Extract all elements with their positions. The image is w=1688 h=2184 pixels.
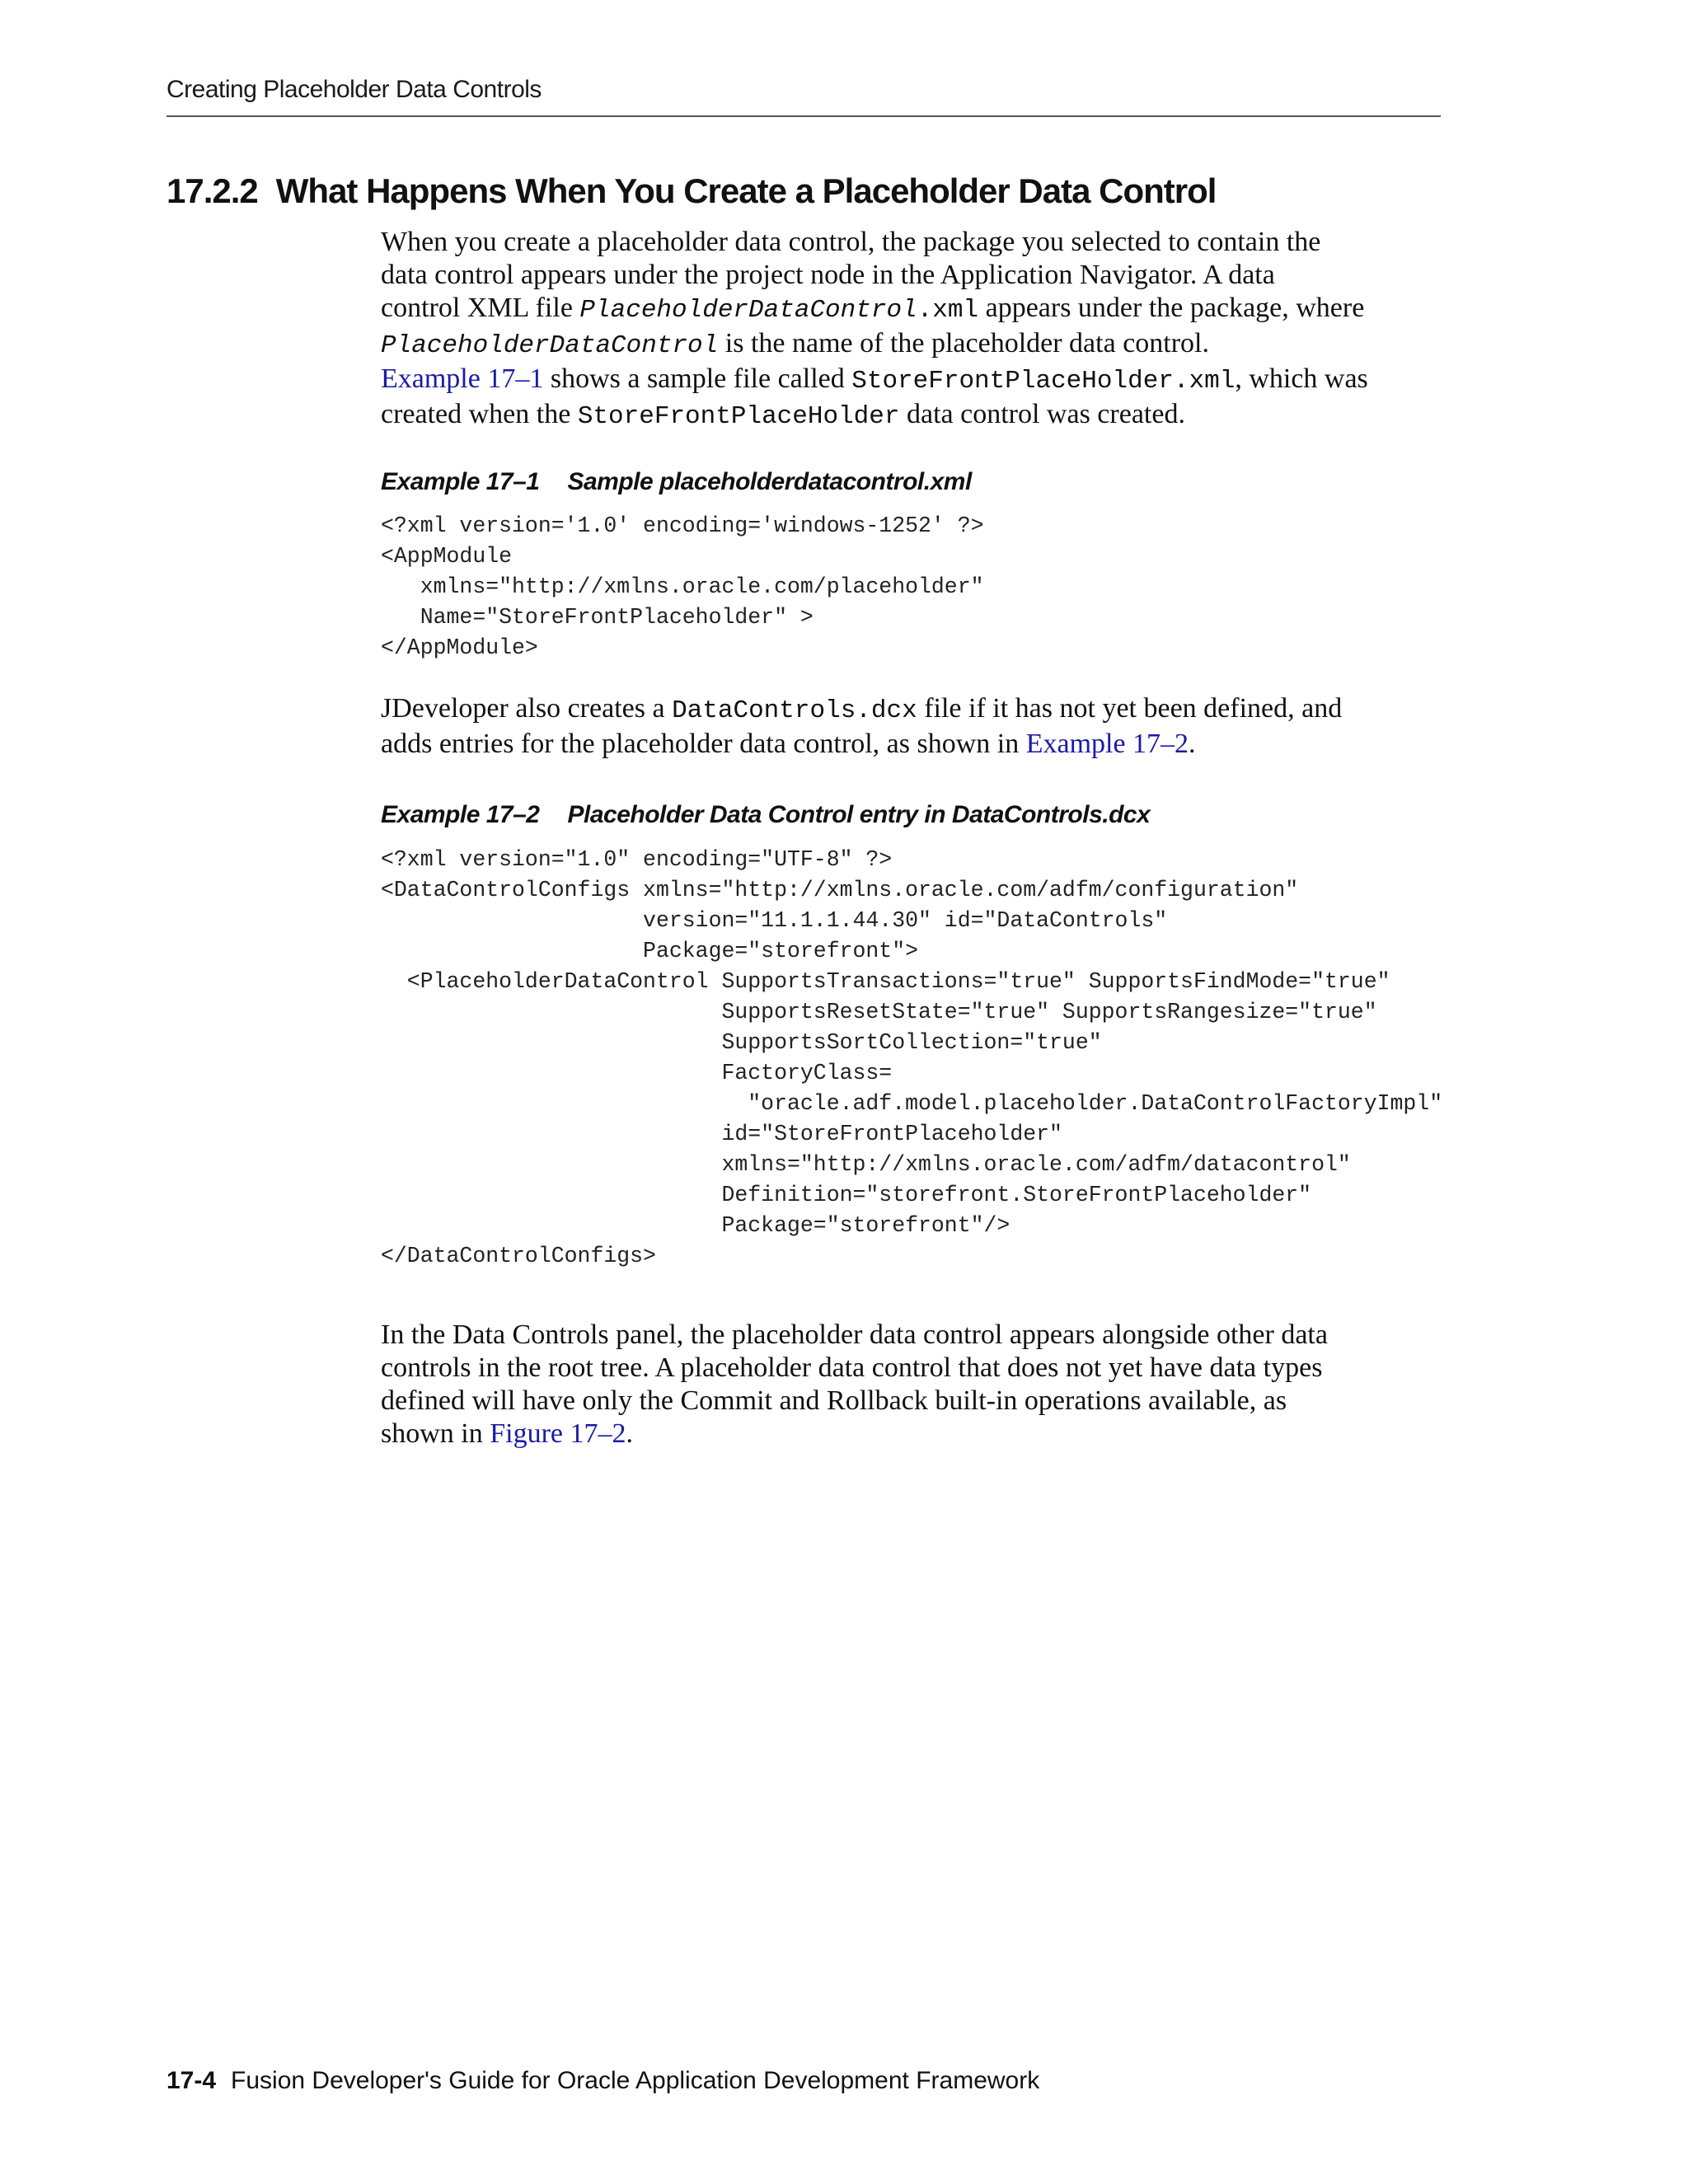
example-1-title: Sample placeholderdatacontrol.xml	[567, 468, 972, 495]
data-controls-paragraph	[381, 1319, 1328, 1451]
text-line	[381, 363, 1368, 398]
text-run: .	[1189, 729, 1196, 759]
book-title: Fusion Developer's Guide for Oracle Application Development Framework	[231, 2067, 1040, 2094]
dcx-paragraph	[381, 692, 1342, 761]
example-2-title: Placeholder Data Control entry in DataControls.dcx	[567, 801, 1151, 828]
figure-17-2-link[interactable]: Figure 17–2	[490, 1418, 626, 1449]
text-run: created when the	[381, 399, 578, 429]
section-title: What Happens When You Create a Placeholder Data Control	[275, 171, 1217, 210]
text-run: JDeveloper also creates a	[381, 693, 673, 724]
text-run: shown in	[381, 1418, 490, 1449]
example-2-code: <?xml version="1.0" encoding="UTF-8" ?> <DataControlConfigs xmlns="http://xmlns.oracle.com/adfm/configuration" version="11.1.1.44.30" id="DataControls" Package="storefront"> <PlaceholderDataControl SupportsTransactions="true" SupportsFindMode="true" SupportsResetState="true" SupportsRangesize="true" SupportsSortCollection="true" FactoryClass= "oracle.adf.model.placeholder.DataControlFactoryImpl" id="StoreFrontPlaceholder" xmlns="http://xmlns.oracle.com/adfm/datacontrol" Definition="storefront.StoreFrontPlaceholder" Package="storefront"/> </DataControlConfigs>	[381, 847, 1443, 1268]
text-line	[381, 398, 1368, 434]
running-footer	[166, 2067, 1039, 2095]
example-1-number: Example 17–1	[381, 468, 540, 495]
text-run: control XML file	[381, 293, 580, 323]
file-name-italic: PlaceholderDataControl	[579, 296, 917, 325]
example-17-1-link[interactable]: Example 17–1	[381, 363, 544, 394]
text-line: defined will have only the Commit and Rollback built-in operations available, as	[381, 1385, 1287, 1416]
text-line	[381, 327, 1368, 363]
text-line: data control appears under the project node in the Application Navigator. A data	[381, 260, 1275, 290]
text-run: .	[626, 1418, 634, 1449]
code-control-name: StoreFrontPlaceHolder	[577, 402, 900, 431]
example-2-caption	[381, 801, 1150, 829]
section-heading	[166, 171, 1216, 211]
example-1-caption	[381, 468, 972, 496]
text-line: controls in the root tree. A placeholder data control that does not yet have data types	[381, 1352, 1323, 1383]
text-line	[381, 728, 1342, 761]
header-rule	[166, 115, 1441, 117]
text-run: shows a sample file called	[543, 363, 852, 394]
text-line: In the Data Controls panel, the placeholder data control appears alongside other data	[381, 1319, 1328, 1350]
example-1-code: <?xml version='1.0' encoding='windows-1252' ?> <AppModule xmlns="http://xmlns.oracle.com/placeholder" Name="StoreFrontPlaceholder" > </AppModule>	[381, 513, 984, 660]
example-17-2-link[interactable]: Example 17–2	[1025, 729, 1189, 759]
text-line	[381, 692, 1342, 728]
code-dcx-file: DataControls.dcx	[672, 696, 917, 725]
text-run: file if it has not yet been defined, and	[917, 693, 1343, 724]
text-run: , which was	[1235, 363, 1368, 394]
page-number: 17-4	[166, 2067, 217, 2094]
running-header: Creating Placeholder Data Controls	[166, 76, 542, 103]
intro-paragraph	[381, 226, 1368, 434]
text-line	[381, 292, 1368, 327]
text-line	[381, 1418, 1328, 1451]
text-run: adds entries for the placeholder data control, as shown in	[381, 729, 1026, 759]
file-extension: .xml	[917, 296, 979, 325]
example-2-number: Example 17–2	[381, 801, 540, 828]
code-filename: StoreFrontPlaceHolder.xml	[851, 367, 1236, 396]
text-run: is the name of the placeholder data control.	[718, 328, 1209, 359]
section-number: 17.2.2	[166, 171, 258, 210]
text-run: appears under the package, where	[978, 293, 1365, 323]
text-run: data control was created.	[899, 399, 1185, 429]
text-line: When you create a placeholder data control, the package you selected to contain the	[381, 227, 1321, 257]
control-name-italic: PlaceholderDataControl	[381, 331, 719, 360]
